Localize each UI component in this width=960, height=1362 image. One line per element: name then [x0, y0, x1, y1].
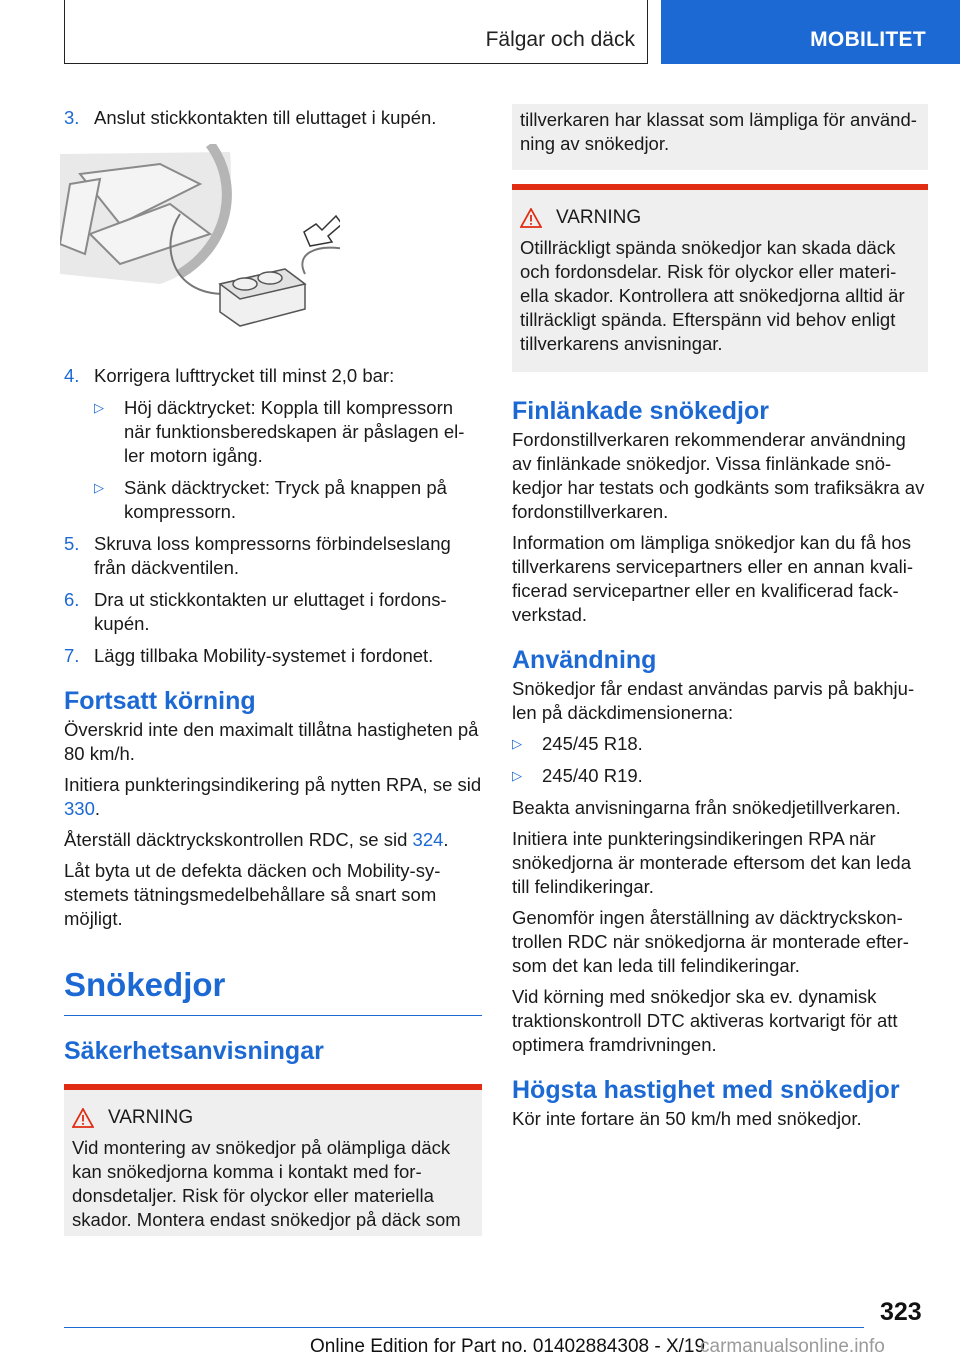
step-text: Anslut stickkontakten till eluttaget i kupén. — [94, 107, 437, 128]
list-item-text: 245/45 R18. — [542, 733, 643, 754]
list-item — [512, 764, 928, 788]
paragraph: Överskrid inte den maximalt tillåtna hastigheten på 80 km/h. — [64, 719, 479, 764]
sub-step-text: Höj däcktrycket: Koppla till kompressorn när funktionsberedskapen är påslagen el-ler motorn igång. — [124, 397, 465, 466]
warning-triangle-icon — [520, 208, 542, 228]
step-text: Lägg tillbaka Mobility-systemet i fordonet. — [94, 645, 434, 666]
paragraph: Genomför ingen återställning av däcktryckskon-trollen RDC när snökedjorna är monterade efter-som det kan leda till felindikeringar. — [512, 907, 909, 976]
sub-step-lower-pressure — [94, 476, 482, 524]
page-link-330[interactable]: 330 — [64, 798, 95, 819]
section-title: Fälgar och däck — [485, 28, 635, 51]
step-5 — [64, 532, 482, 580]
header-chapter-tab — [661, 0, 960, 64]
heading-fine-link-chains: Finlänkade snökedjor — [512, 397, 770, 425]
paragraph: Snökedjor får endast användas parvis på bakhju-len på däckdimensionerna: — [512, 678, 915, 723]
warning-title — [72, 1106, 474, 1130]
heading-continued-driving: Fortsatt körning — [64, 687, 256, 715]
step-text: Korrigera lufttrycket till minst 2,0 bar: — [94, 365, 395, 386]
step-4 — [64, 364, 482, 388]
paragraph: Information om lämpliga snökedjor kan du få hos tillverkarens servicepartners eller en annan kvali-ficerad servicepartner eller en kvalificerad fack-verkstad. — [512, 532, 914, 625]
step-number: 4. — [64, 365, 80, 386]
warning-label: VARNING — [108, 1107, 194, 1128]
paragraph: Fordonstillverkaren rekommenderar användning av finlänkade snökedjor. Vissa finlänkade snö-kedjor har testats och godkänts som trafiksäkra av fordonstillverkaren. — [512, 429, 925, 522]
heading-safety-notes: Säkerhetsanvisningar — [64, 1037, 324, 1065]
heading-max-speed: Högsta hastighet med snökedjor — [512, 1076, 900, 1104]
step-text: Dra ut stickkontakten ur eluttaget i fordons-kupén. — [94, 589, 447, 634]
edition-text: Online Edition for Part no. 01402884308 - X/19 — [310, 1336, 706, 1357]
triangle-bullet-icon: ▷ — [94, 400, 104, 415]
header-section-box — [64, 0, 648, 64]
paragraph: Låt byta ut de defekta däcken och Mobility-sy-stemets tätningsmedelbehållare så snart som möjligt. — [64, 860, 441, 929]
chapter-heading-snow-chains: Snökedjor — [64, 965, 482, 1016]
page-link-324[interactable]: 324 — [412, 829, 444, 850]
warning-triangle-icon — [72, 1108, 94, 1128]
watermark: carmanualsonline.info — [700, 1336, 885, 1357]
warning-box-chain-tension — [512, 184, 928, 372]
chapter-title: MOBILITET — [810, 28, 926, 51]
warning-label: VARNING — [556, 207, 642, 228]
heading-usage: Användning — [512, 646, 657, 674]
warning-text: Otillräckligt spända snökedjor kan skada däck och fordonsdelar. Risk för olyckor eller materi-ella skador. Kontrollera att snökedjorna alltid är tillräckligt spända. Efterspänn vid behov enligt tillverkarens anvisningar. — [520, 237, 905, 354]
step-3 — [64, 106, 482, 130]
tire-compressor-image — [60, 144, 340, 334]
step-number: 6. — [64, 589, 80, 610]
right-column — [512, 104, 928, 1138]
warning-text: Vid montering av snökedjor på olämpliga däck kan snökedjorna komma i kontakt med for-donsdetaljer. Risk för olyckor eller materiella skador. Montera endast snökedjor på däck som — [72, 1137, 461, 1230]
paragraph: Vid körning med snökedjor ska ev. dynamisk traktionskontroll DTC aktiveras kortvarigt för att optimera framdrivningen. — [512, 986, 898, 1055]
footer-divider — [64, 1327, 864, 1328]
step-6 — [64, 588, 482, 636]
sub-step-raise-pressure — [94, 396, 482, 468]
triangle-bullet-icon: ▷ — [94, 480, 104, 495]
warning-box-unsuitable-tires — [64, 1084, 482, 1236]
continued-note-box: tillverkaren har klassat som lämpliga för använd-ning av snökedjor. — [512, 104, 928, 170]
page-number: 323 — [880, 1298, 922, 1326]
paragraph: Beakta anvisningarna från snökedjetillverkaren. — [512, 797, 901, 818]
step-number: 5. — [64, 533, 80, 554]
list-item-text: 245/40 R19. — [542, 765, 643, 786]
triangle-bullet-icon: ▷ — [512, 736, 522, 751]
left-column — [64, 106, 482, 1236]
paragraph: Initiera punkteringsindikering på nytten RPA, se sid 330. — [64, 774, 482, 819]
step-text: Skruva loss kompressorns förbindelseslang från däckventilen. — [94, 533, 451, 578]
compressor-illustration — [60, 144, 340, 334]
list-item — [512, 732, 928, 756]
step-number: 7. — [64, 645, 80, 666]
warning-title — [520, 206, 920, 230]
paragraph: Initiera inte punkteringsindikeringen RPA när snökedjorna är monterade eftersom det kan leda till felindikeringar. — [512, 828, 912, 897]
triangle-bullet-icon: ▷ — [512, 768, 522, 783]
step-number: 3. — [64, 107, 80, 128]
step-7 — [64, 644, 482, 668]
paragraph: Kör inte fortare än 50 km/h med snökedjor. — [512, 1108, 862, 1129]
paragraph: Återställ däcktryckskontrollen RDC, se sid 324. — [64, 829, 449, 850]
sub-step-text: Sänk däcktrycket: Tryck på knappen på kompressorn. — [124, 477, 447, 522]
